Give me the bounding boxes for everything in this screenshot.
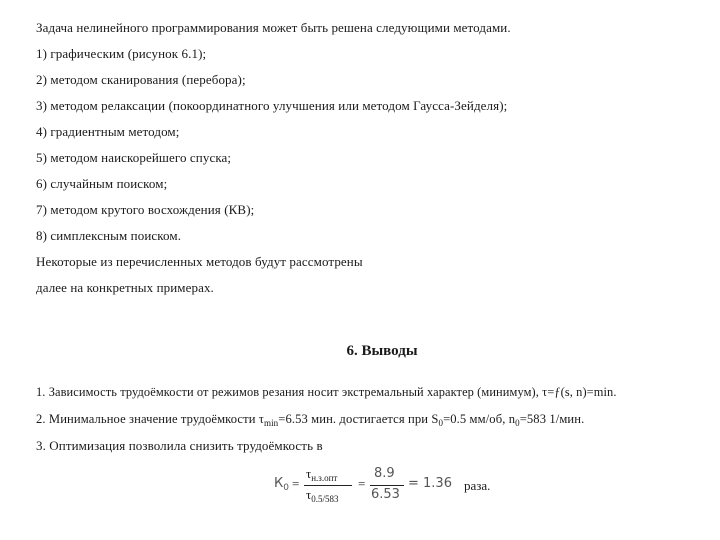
formula-num2: 8.9 xyxy=(374,466,395,481)
conclusion-item-1: 1. Зависимость трудоёмкости от режимов резания носит экстремальный характер (минимум), τ=ƒ(s, n)=min. xyxy=(36,385,617,399)
formula-den1-tau: τ xyxy=(306,487,312,502)
method-item-2: 2) методом сканирования (перебора); xyxy=(36,72,246,87)
formula-den1-sub: 0.5/583 xyxy=(311,494,339,504)
method-item-8: 8) симплексным поиском. xyxy=(36,228,182,243)
formula-num1-sub: н.з.опт xyxy=(311,473,338,483)
methods-note-line1: Некоторые из перечисленных методов будут рассмотрены xyxy=(36,254,363,269)
methods-note-line2: далее на конкретных примерах. xyxy=(36,280,214,295)
conclusion-item-2-prefix: 2. Минимальное значение трудоёмкости τ xyxy=(36,412,264,426)
formula-unit: раза. xyxy=(464,478,491,493)
conclusion-item-2-mid2: =0.5 мм/об, n xyxy=(443,412,516,426)
methods-intro: Задача нелинейного программирования может быть решена следующими методами. xyxy=(36,20,511,35)
method-item-6: 6) случайным поиском; xyxy=(36,176,168,191)
conclusion-item-2-sub-n0: 0 xyxy=(515,418,520,428)
formula-result: = 1.36 xyxy=(408,476,452,491)
formula-num1-tau: τ xyxy=(306,466,312,481)
method-item-4: 4) градиентным методом; xyxy=(36,124,180,139)
formula-num1 xyxy=(306,466,337,483)
formula-eq2: = xyxy=(358,476,366,491)
conclusion-item-2-suffix: =583 1/мин. xyxy=(519,412,585,426)
method-item-5: 5) методом наискорейшего спуска; xyxy=(36,150,232,165)
section-heading: 6. Выводы xyxy=(346,343,418,359)
method-item-1: 1) графическим (рисунок 6.1); xyxy=(36,46,207,61)
conclusion-item-2 xyxy=(36,412,584,428)
formula-k-sub: 0 xyxy=(283,483,289,493)
conclusion-item-3: 3. Оптимизация позволила снизить трудоёмкость в xyxy=(36,438,323,453)
conclusion-item-2-mid: =6.53 мин. достигается при S xyxy=(278,412,439,426)
formula-fraction-bar-1 xyxy=(304,485,352,486)
method-item-7: 7) методом крутого восхождения (КВ); xyxy=(36,202,255,217)
conclusion-item-2-sub-s0: 0 xyxy=(438,418,444,428)
method-item-3: 3) методом релаксации (покоординатного улучшения или методом Гаусса-Зейделя); xyxy=(36,98,508,113)
formula-eq1: = xyxy=(292,476,300,491)
formula-den1 xyxy=(306,487,339,504)
formula-k xyxy=(274,476,289,493)
formula-den2: 6.53 xyxy=(371,487,400,502)
formula-k-label: К xyxy=(274,476,284,491)
formula-fraction-bar-2 xyxy=(370,485,404,486)
conclusion-item-2-sub-min: min xyxy=(263,418,279,428)
